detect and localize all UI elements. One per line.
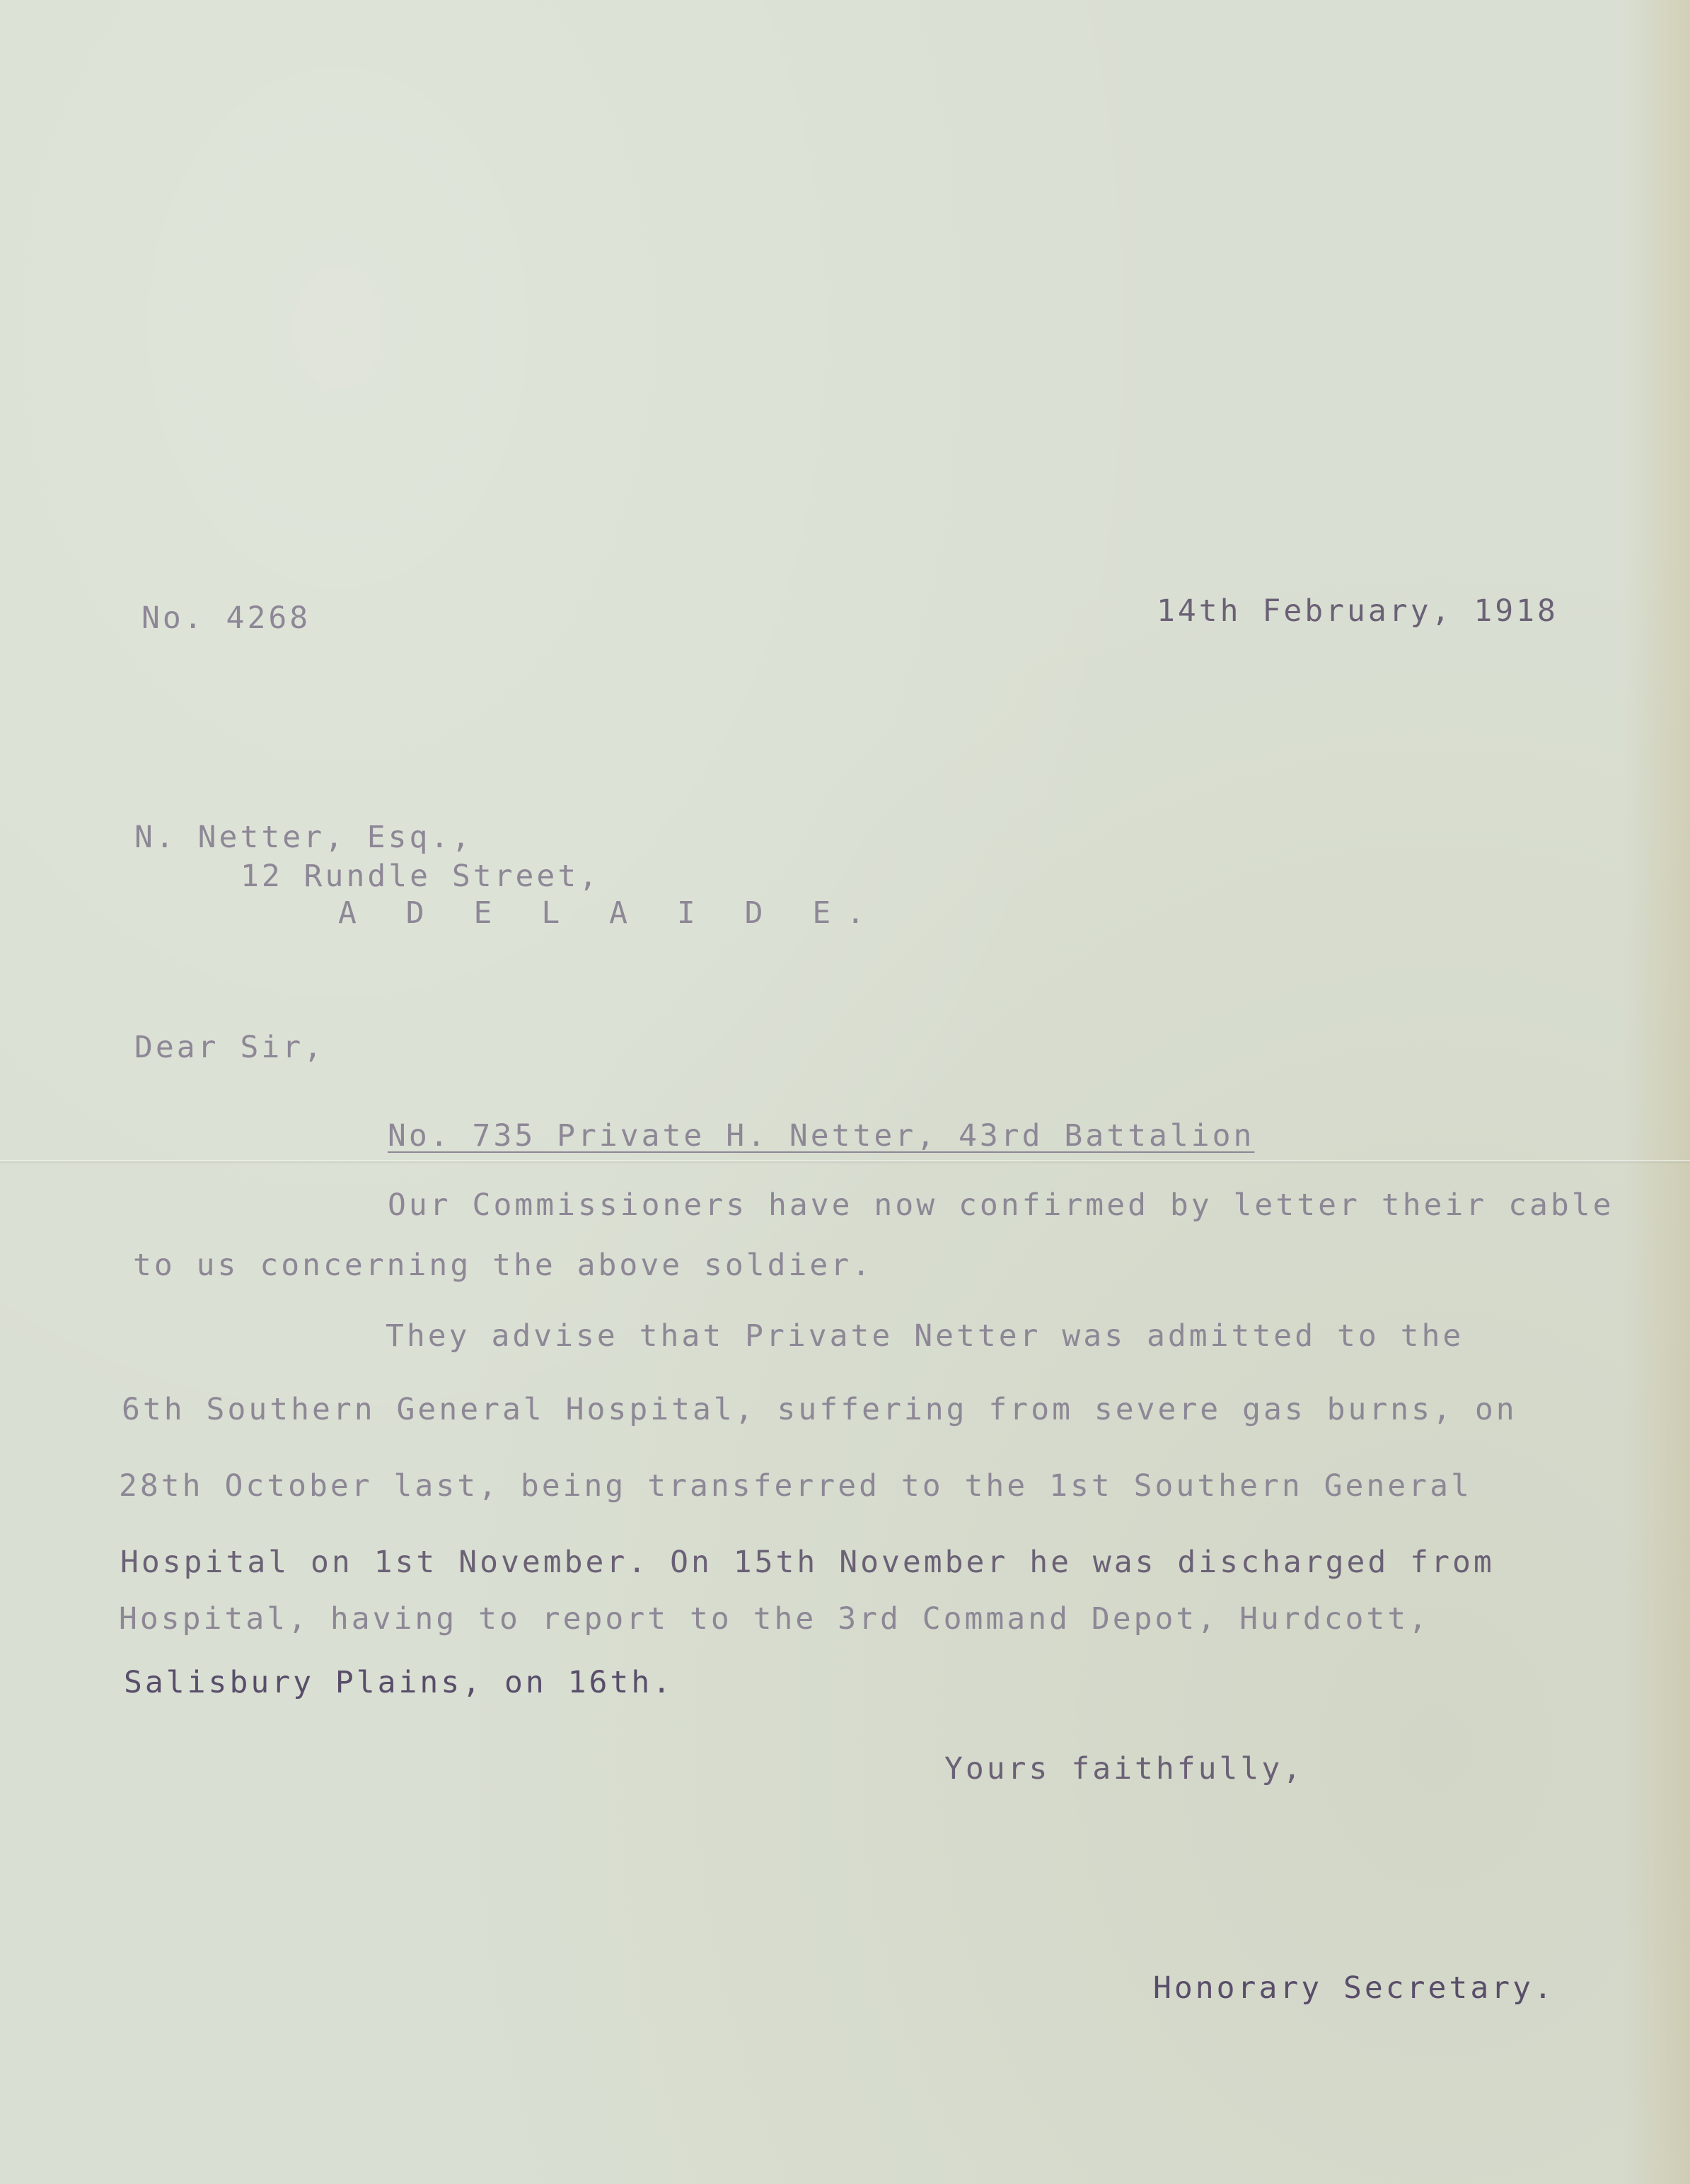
- body-line-4: 6th Southern General Hospital, suffering from severe gas burns, on: [122, 1392, 1517, 1427]
- body-line-2: to us concerning the above soldier.: [133, 1248, 874, 1283]
- body-line-1: Our Commissioners have now confirmed by letter their cable: [388, 1187, 1614, 1223]
- salutation: Dear Sir,: [134, 1030, 325, 1065]
- reference-number: No. 4268: [141, 600, 311, 636]
- body-line-3: They advise that Private Netter was admitted to the: [386, 1318, 1464, 1354]
- addressee-city: A D E L A I D E.: [338, 895, 881, 931]
- addressee-name: N. Netter, Esq.,: [134, 820, 473, 855]
- body-line-7: Hospital, having to report to the 3rd Command Depot, Hurdcott,: [119, 1601, 1430, 1637]
- letter-date: 14th February, 1918: [1157, 593, 1558, 629]
- body-line-5: 28th October last, being transferred to the 1st Southern General: [119, 1468, 1472, 1504]
- signature-title: Honorary Secretary.: [1153, 1970, 1555, 2006]
- subject-line: No. 735 Private H. Netter, 43rd Battalion: [388, 1118, 1255, 1154]
- closing: Yours faithfully,: [944, 1751, 1304, 1787]
- paper-fold-line: [0, 1160, 1690, 1161]
- body-line-8: Salisbury Plains, on 16th.: [124, 1665, 674, 1700]
- addressee-street: 12 Rundle Street,: [241, 859, 601, 894]
- body-line-6: Hospital on 1st November. On 15th November he was discharged from: [120, 1545, 1495, 1580]
